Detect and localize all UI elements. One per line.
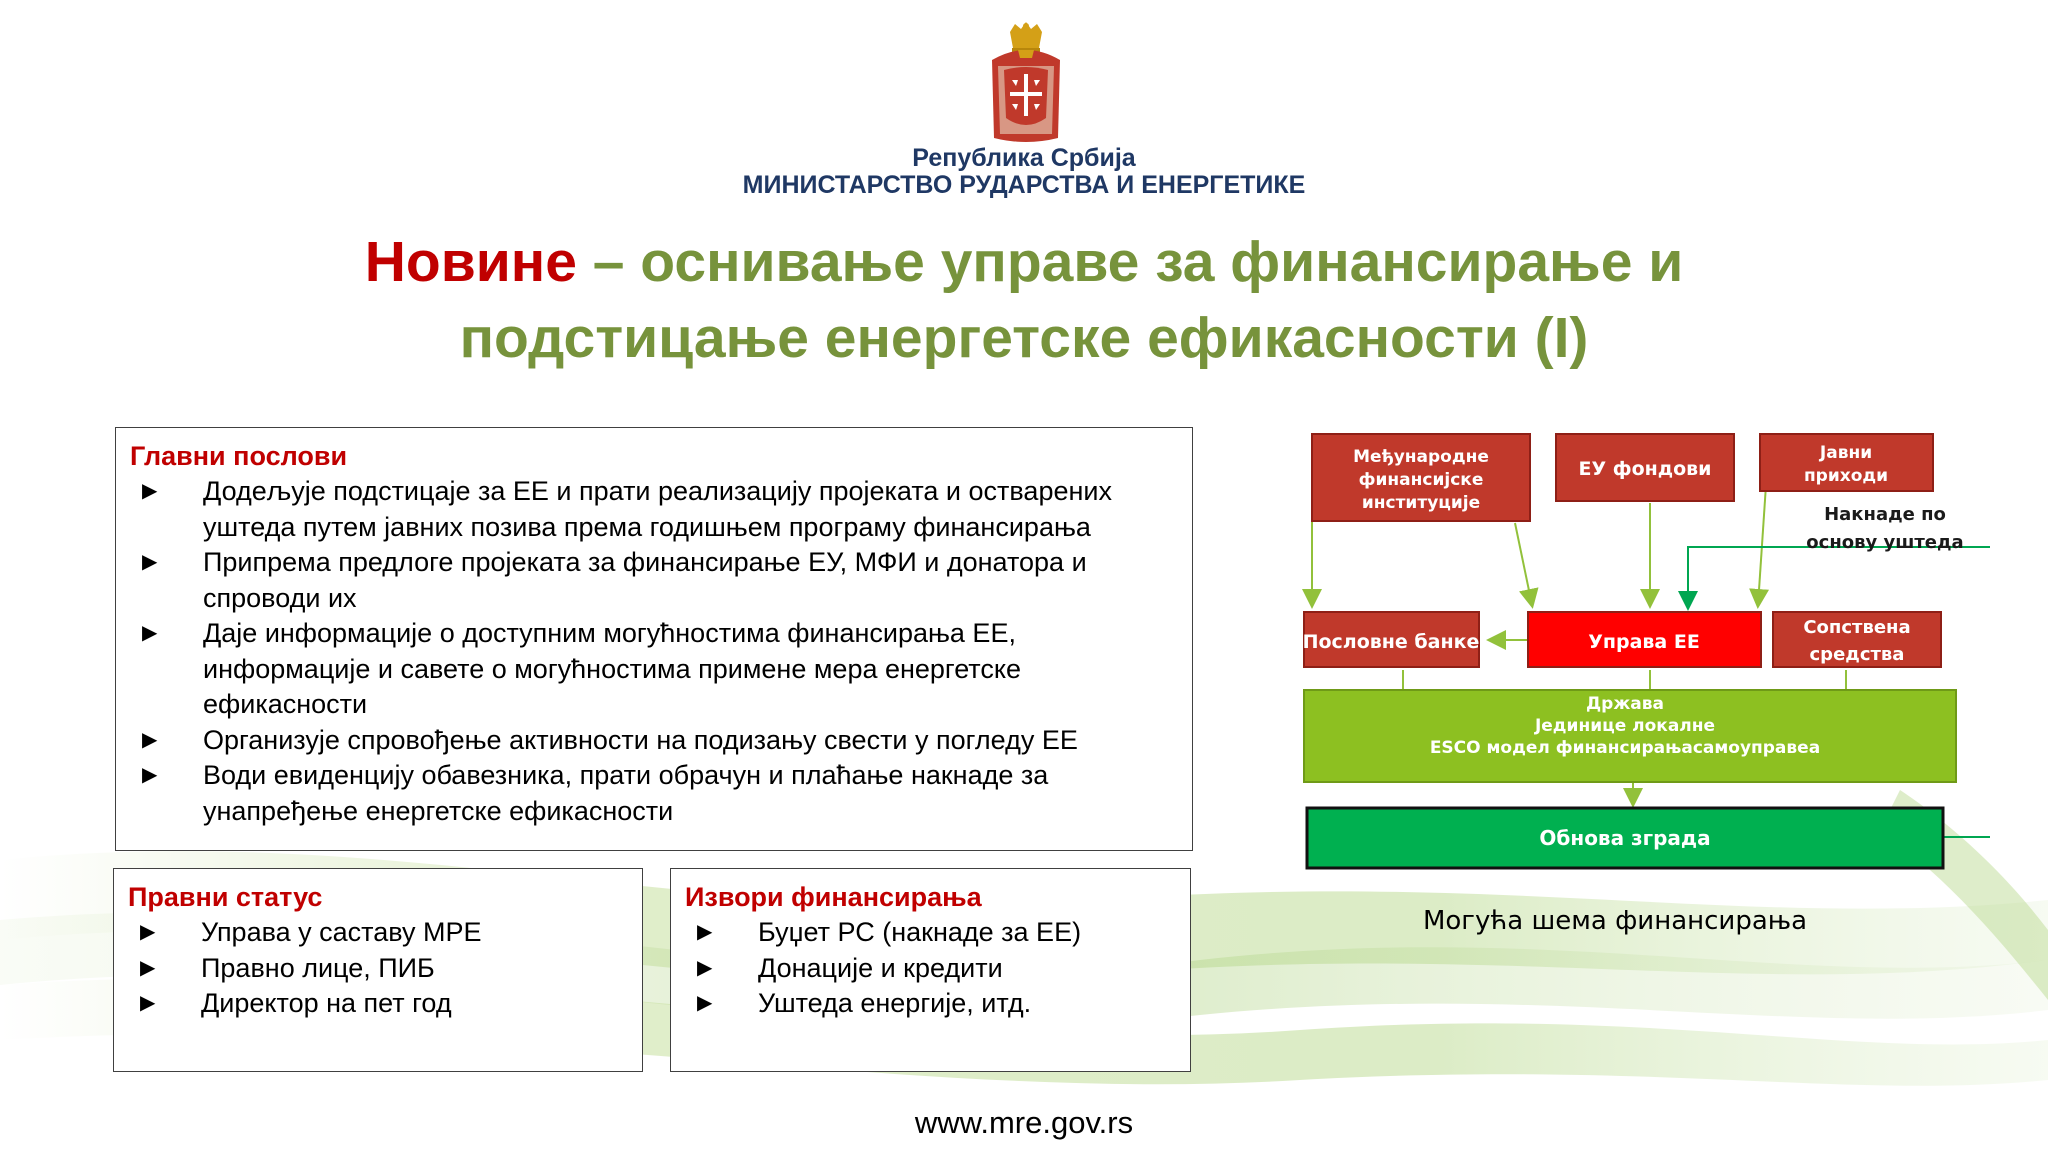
- list-item: ▶ Буџет РС (накнаде за ЕЕ): [685, 915, 1176, 951]
- bullet-icon: ▶: [142, 728, 158, 751]
- bullet-icon: ▶: [142, 622, 158, 644]
- list-item: ▶ Води евиденцију обавезника, прати обрачун и плаћање накнаде за унапређење енергетске ефикасности: [142, 760, 1049, 826]
- main-tasks-list: [130, 474, 1178, 829]
- svg-text:Накнаде по: Накнаде по: [1824, 504, 1946, 525]
- public-revenue-node: [1760, 434, 1933, 491]
- coat-of-arms: [988, 20, 1064, 146]
- svg-text:ЕУ фондови: ЕУ фондови: [1578, 458, 1712, 480]
- title-highlight: Новине: [364, 230, 577, 294]
- funding-sources-box: [670, 868, 1191, 1072]
- title-line-2: подстицање енергетске ефикасности (I): [459, 306, 1589, 370]
- intl-institutions-node: [1312, 434, 1530, 521]
- bullet-icon: ▶: [142, 551, 158, 573]
- list-item: ▶ Директор на пет год: [128, 986, 628, 1022]
- list-item: ▶ Уштеда енергије, итд.: [685, 986, 1176, 1022]
- commercial-banks-node: [1303, 612, 1480, 667]
- page-title: [0, 224, 2048, 376]
- list-item: ▶ Правно лице, ПИБ: [128, 951, 628, 987]
- svg-text:Сопствена: Сопствена: [1803, 617, 1911, 638]
- ee-agency-node: [1528, 612, 1761, 667]
- savings-fees-label: [1806, 504, 1963, 553]
- list-item: ▶ Припрема предлоге пројеката за финансирање ЕУ, МФИ и донатора и спроводи их: [142, 547, 1087, 613]
- svg-text:приходи: приходи: [1803, 466, 1889, 486]
- title-line-1: [0, 224, 2048, 300]
- funding-sources-list: [685, 915, 1176, 1022]
- bullet-icon: ▶: [697, 956, 713, 979]
- legal-status-list: [128, 915, 628, 1022]
- list-item: ▶ Организује спровођење активности на подизању свести у погледу ЕЕ: [130, 723, 1178, 759]
- own-funds-node: [1773, 612, 1941, 667]
- bullet-icon: ▶: [142, 764, 158, 786]
- main-tasks-heading: Главни послови: [130, 441, 348, 471]
- legal-status-box: [113, 868, 643, 1072]
- svg-text:ESCO модел финансирањасамоупра: ESCO модел финансирањасамоуправеа: [1429, 738, 1821, 758]
- legal-status-heading: Правни статус: [128, 882, 323, 912]
- beneficiaries-node: [1304, 690, 1956, 782]
- svg-text:Јавни: Јавни: [1819, 443, 1873, 463]
- svg-text:Јединице локалне: Јединице локалне: [1534, 716, 1716, 736]
- svg-text:Држава: Држава: [1586, 694, 1664, 714]
- list-item: ▶ Даје информације о доступним могућностима финансирања ЕЕ, информације и савете о могућностима примене мера енергетске ефикасности: [142, 618, 1022, 719]
- bullet-icon: ▶: [140, 992, 156, 1014]
- bullet-icon: ▶: [140, 921, 156, 943]
- svg-text:Управа ЕЕ: Управа ЕЕ: [1588, 631, 1700, 653]
- eu-funds-node: [1556, 434, 1734, 501]
- list-item: ▶ Донације и кредити: [685, 951, 1176, 987]
- ministry-name: МИНИСТАРСТВО РУДАРСТВА И ЕНЕРГЕТИКЕ: [742, 171, 1306, 199]
- main-tasks-box: [115, 427, 1193, 851]
- list-item: ▶ Управа у саставу МРЕ: [128, 915, 628, 951]
- bullet-icon: ▶: [142, 480, 158, 502]
- bullet-icon: ▶: [697, 921, 713, 943]
- country-name: Република Србија: [912, 144, 1136, 172]
- bullet-icon: ▶: [697, 992, 713, 1014]
- footer-url: www.mre.gov.rs: [914, 1105, 1134, 1140]
- list-item: ▶ Додељује подстицаје за ЕЕ и прати реализацију пројеката и остварених уштеда путем јавних позива према годишњем програму финансирања: [142, 476, 1112, 542]
- title-rest: – оснивање управе за финансирање и: [576, 230, 1684, 294]
- financing-scheme-diagram: [1290, 420, 1990, 900]
- svg-text:Пословне банке: Пословне банке: [1302, 631, 1480, 653]
- svg-text:Међународне: Међународне: [1353, 447, 1489, 467]
- diagram-caption: Могућа шема финансирања: [1422, 906, 1808, 936]
- building-renovation-node: [1307, 808, 1943, 868]
- svg-text:средства: средства: [1809, 644, 1905, 665]
- svg-text:Обнова зграда: Обнова зграда: [1539, 826, 1711, 850]
- funding-sources-heading: Извори финансирања: [685, 882, 982, 912]
- bullet-icon: ▶: [140, 956, 156, 979]
- svg-text:финансијске: финансијске: [1358, 470, 1484, 490]
- svg-text:институције: институције: [1361, 493, 1481, 513]
- svg-text:основу уштеда: основу уштеда: [1806, 532, 1964, 553]
